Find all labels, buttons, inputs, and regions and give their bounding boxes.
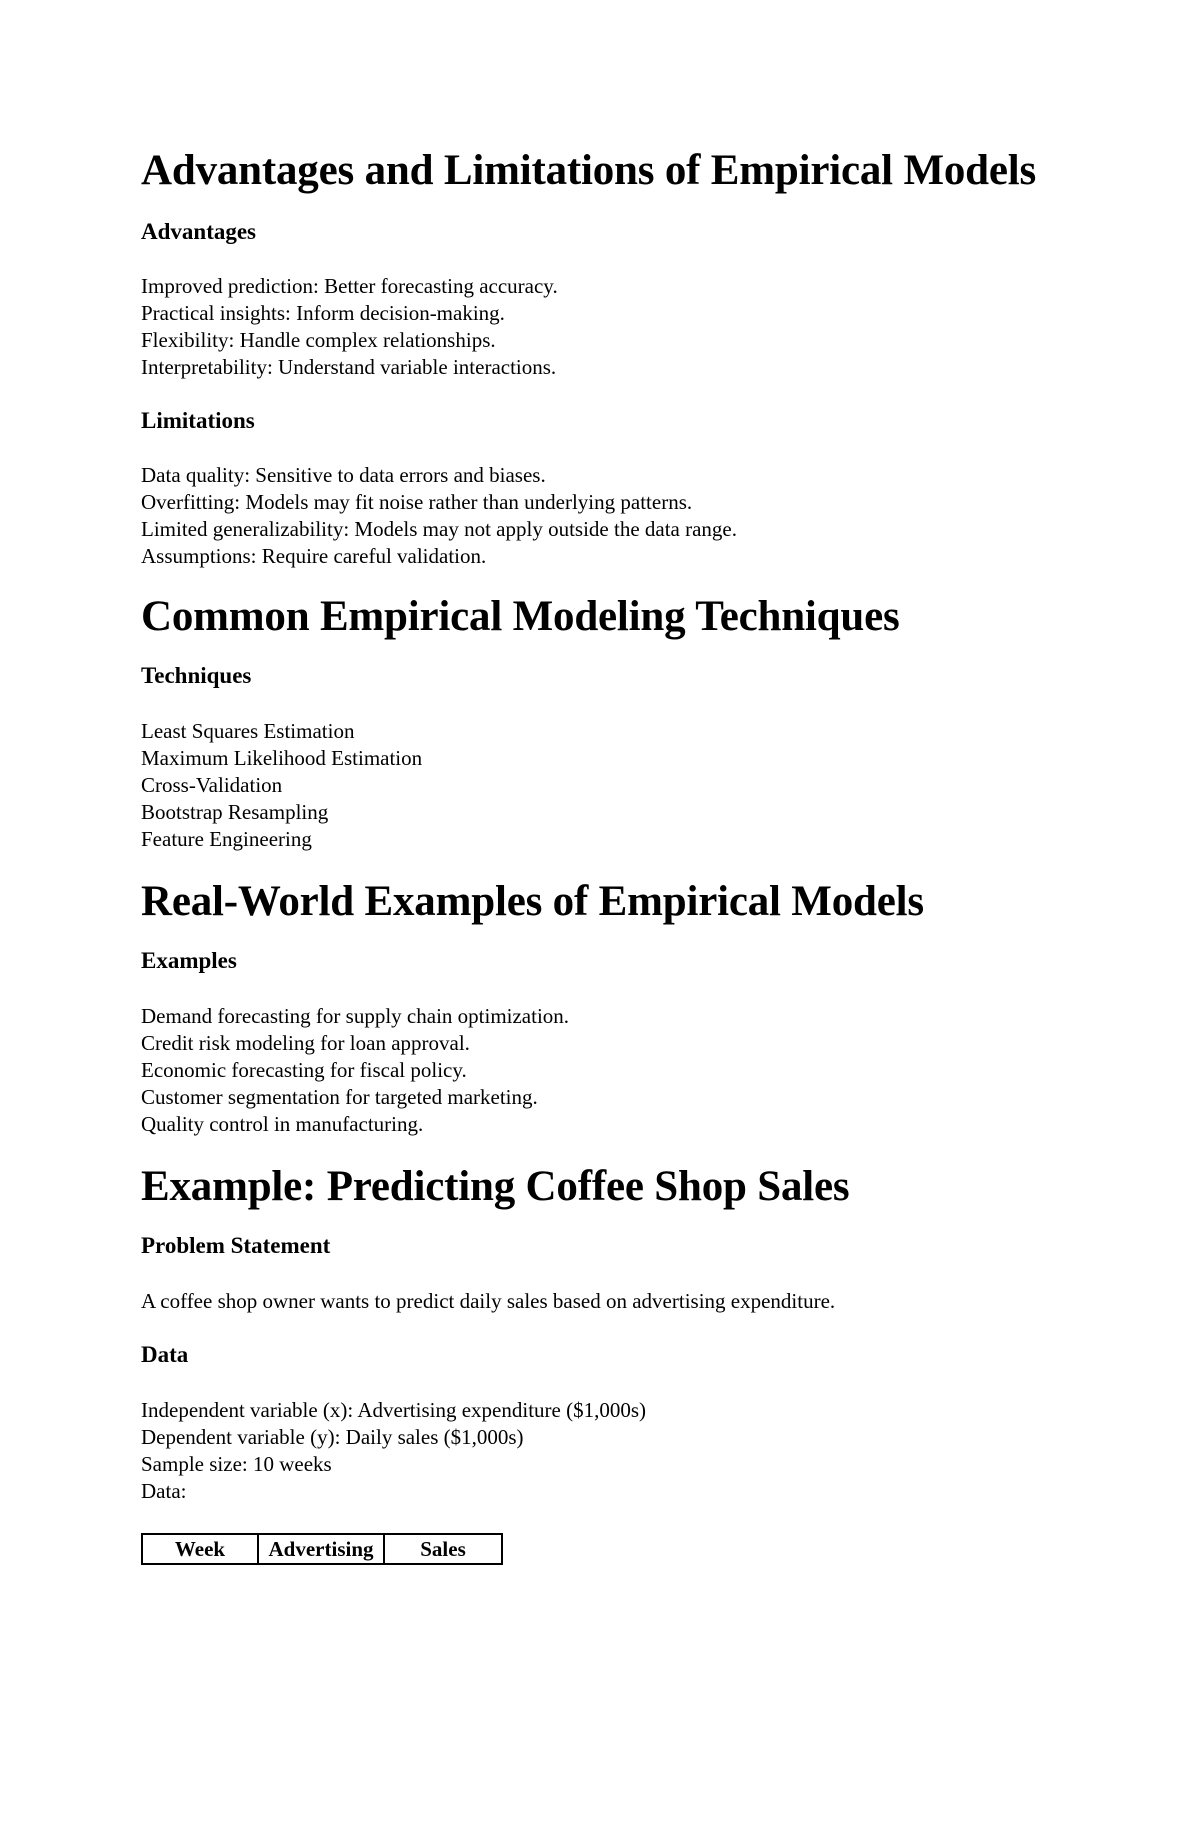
section-title-coffee-example: Example: Predicting Coffee Shop Sales: [141, 1163, 850, 1210]
section-title-examples: Real-World Examples of Empirical Models: [141, 878, 924, 925]
subheading-examples: Examples: [141, 948, 237, 973]
list-item: Demand forecasting for supply chain optimization.: [141, 1004, 570, 1028]
subheading-data: Data: [141, 1342, 189, 1367]
list-item: Practical insights: Inform decision-making.: [141, 301, 505, 325]
problem-statement-text: A coffee shop owner wants to predict daily sales based on advertising expenditure.: [141, 1289, 836, 1313]
list-item: Feature Engineering: [141, 827, 312, 851]
subheading-advantages: Advantages: [141, 219, 257, 244]
list-item: Quality control in manufacturing.: [141, 1112, 424, 1136]
list-item: Cross-Validation: [141, 773, 283, 797]
list-item: Interpretability: Understand variable interactions.: [141, 355, 557, 379]
table-header-week: Week: [142, 1534, 258, 1564]
limitations-list: [141, 462, 1101, 570]
table-header-advertising: Advertising: [258, 1534, 384, 1564]
subheading-techniques: Techniques: [141, 663, 252, 688]
list-item: Dependent variable (y): Daily sales ($1,000s): [141, 1425, 524, 1449]
list-item: Economic forecasting for fiscal policy.: [141, 1058, 467, 1082]
data-description-list: [141, 1397, 1101, 1505]
list-item: Independent variable (x): Advertising expenditure ($1,000s): [141, 1398, 647, 1422]
examples-list: [141, 1003, 1101, 1138]
table-header-row: [142, 1534, 502, 1564]
list-item: Sample size: 10 weeks: [141, 1452, 332, 1476]
list-item: Overfitting: Models may fit noise rather than underlying patterns.: [141, 490, 693, 514]
list-item: Customer segmentation for targeted marketing.: [141, 1085, 538, 1109]
coffee-data-table: [141, 1533, 503, 1565]
section-title-advantages-limitations: Advantages and Limitations of Empirical Models: [141, 147, 1037, 194]
list-item: Bootstrap Resampling: [141, 800, 329, 824]
subheading-problem-statement: Problem Statement: [141, 1233, 331, 1258]
list-item: Improved prediction: Better forecasting accuracy.: [141, 274, 558, 298]
list-item: Assumptions: Require careful validation.: [141, 544, 487, 568]
list-item: Data:: [141, 1479, 187, 1503]
list-item: Limited generalizability: Models may not apply outside the data range.: [141, 517, 737, 541]
techniques-list: [141, 718, 1101, 853]
advantages-list: [141, 273, 1101, 381]
table-header-sales: Sales: [384, 1534, 502, 1564]
list-item: Data quality: Sensitive to data errors and biases.: [141, 463, 546, 487]
subheading-limitations: Limitations: [141, 408, 255, 433]
list-item: Maximum Likelihood Estimation: [141, 746, 423, 770]
document-page: [141, 0, 1101, 1565]
list-item: Least Squares Estimation: [141, 719, 355, 743]
section-title-techniques: Common Empirical Modeling Techniques: [141, 593, 900, 640]
list-item: Flexibility: Handle complex relationships.: [141, 328, 496, 352]
list-item: Credit risk modeling for loan approval.: [141, 1031, 470, 1055]
